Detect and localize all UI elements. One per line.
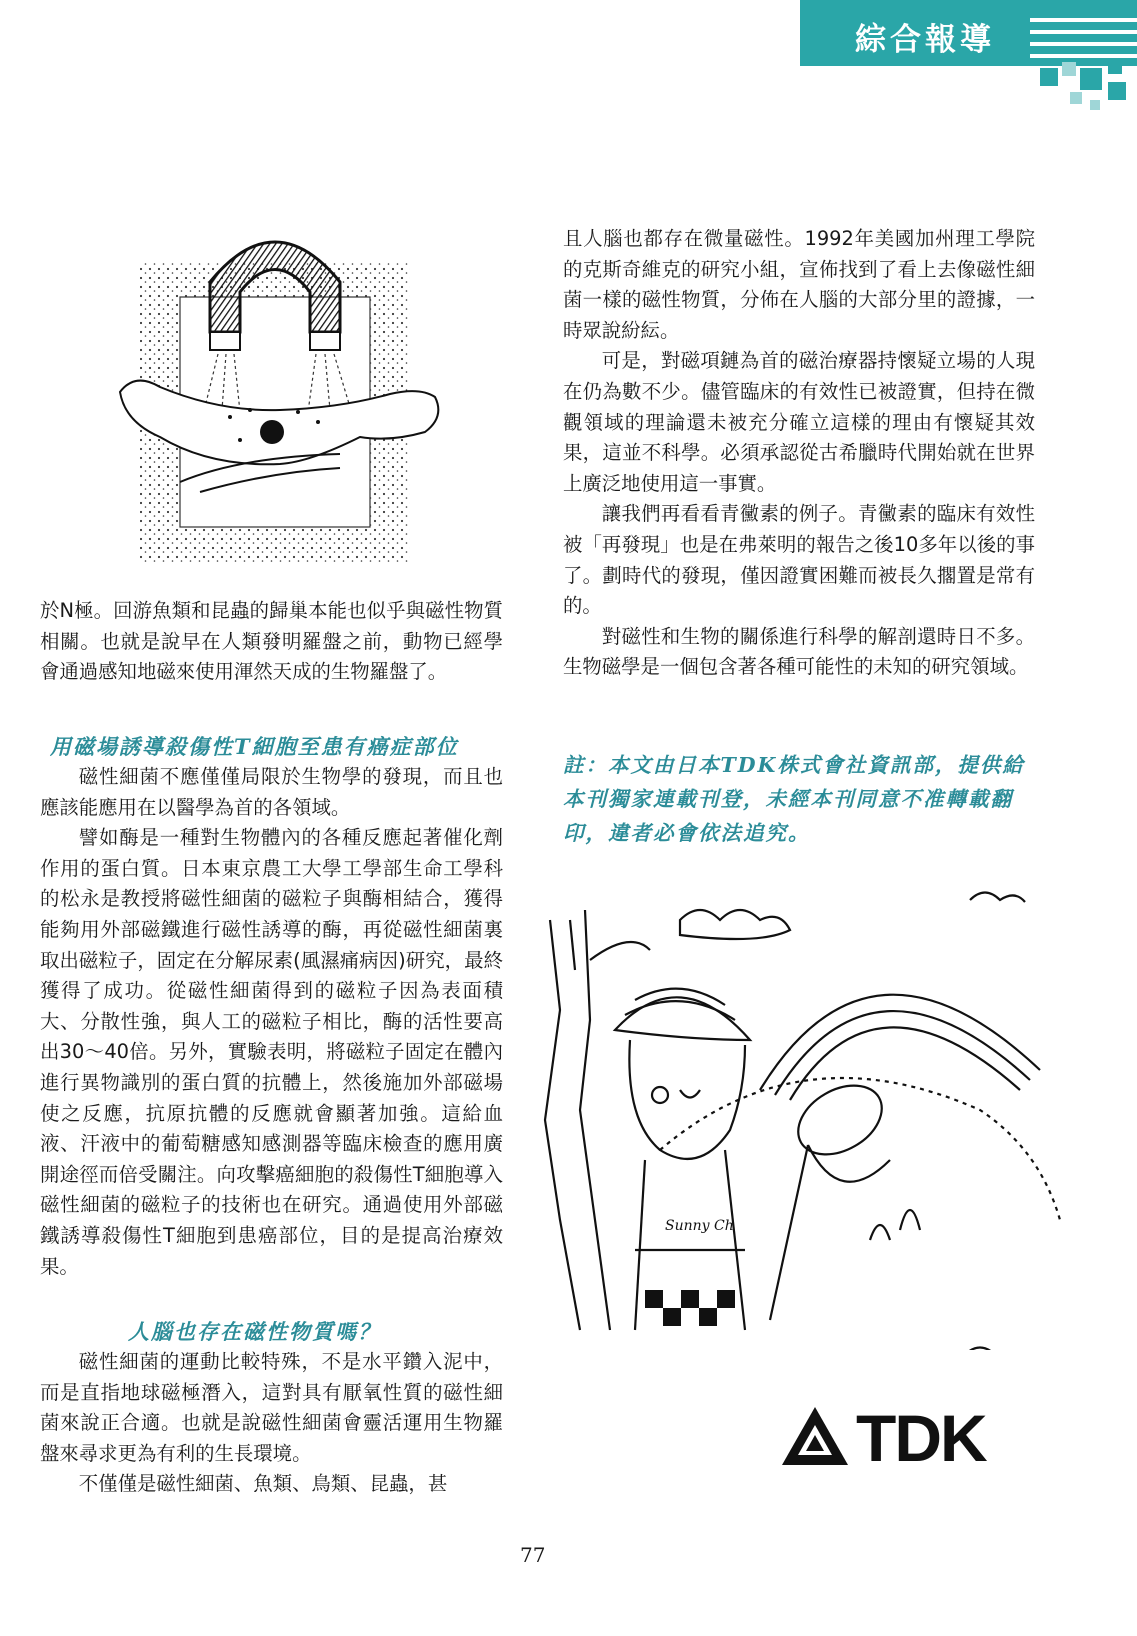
magnet-therapy-illustration <box>40 222 510 572</box>
decor-square <box>1080 68 1102 90</box>
tdk-logo-text: TDK <box>856 1401 986 1475</box>
tdk-logo-mark-icon <box>780 1405 850 1471</box>
banner-stripe <box>1030 18 1137 22</box>
copyright-note: 註：本文由日本TDK株式會社資訊部，提供給本刊獨家連載刊登，未經本刊同意不准轉載翻印，違者必會依法追究。 <box>563 753 1025 845</box>
decor-square <box>1040 68 1058 86</box>
decor-square <box>1062 62 1076 76</box>
section-heading: 用磁場誘導殺傷性T細胞至患有癌症部位 <box>50 734 459 759</box>
paragraph: 可是，對磁項鏈為首的磁治療器持懷疑立場的人現在仍為數不少。儘管臨床的有效性已被證實，但持在微觀領域的理論還未被充分確立這樣的理由有懷疑其效果，這並不科學。必須承認從古希臘時代開始就在世界上廣泛地使用這一事實。 <box>563 349 1035 495</box>
left-body-text <box>40 762 503 1282</box>
decor-square <box>1108 82 1126 100</box>
section-heading: 人腦也存在磁性物質嗎？ <box>128 1319 381 1344</box>
shirt-text: Sunny Ch <box>665 1218 734 1234</box>
paragraph: 讓我們再看看青黴素的例子。青黴素的臨床有效性被「再發現」也是在弗萊明的報告之後10多年以後的事了。劃時代的發現，僅因證實困難而被長久擱置是常有的。 <box>563 502 1035 618</box>
paragraph: 譬如酶是一種對生物體內的各種反應起著催化劑作用的蛋白質。日本東京農工大學工學部生命工學科的松永是教授將磁性細菌的磁粒子與酶相結合，獲得能夠用外部磁鐵進行磁性誘導的酶，再從磁性細菌裏取出磁粒子，固定在分解尿素(風濕痛病因)研究，最終獲得了成功。從磁性細菌得到的磁粒子因為表面積大、分散性強，與人工的磁粒子相比，酶的活性要高出30～40倍。另外，實驗表明，將磁粒子固定在體內進行異物識別的蛋白質的抗體上，然後施加外部磁場使之反應，抗原抗體的反應就會顯著加強。這給血液、汗液中的葡萄糖感知感測器等臨床檢查的應用廣開途徑而倍受關注。向攻擊癌細胞的殺傷性T細胞導入磁性細菌的磁粒子的技術也在研究。通過使用外部磁鐵誘導殺傷性T細胞到患癌部位，目的是提高治療效果。 <box>40 826 503 1278</box>
paragraph: 不僅僅是磁性細菌、魚類、鳥類、昆蟲，甚 <box>78 1472 448 1496</box>
section-title: 綜合報導 <box>855 22 995 58</box>
decor-square <box>1090 100 1100 110</box>
paragraph: 於N極。回游魚類和昆蟲的歸巢本能也似乎與磁性物質相關。也就是說早在人類發明羅盤之前，動物已經學會通過感知地磁來使用渾然天成的生物羅盤了。 <box>40 599 503 684</box>
left-body-text-2 <box>40 1347 503 1500</box>
right-body-text <box>563 224 1035 683</box>
decor-square <box>1070 92 1082 104</box>
banner-stripe <box>1030 30 1137 34</box>
paragraph: 對磁性和生物的關係進行科學的解剖還時日不多。生物磁學是一個包含著各種可能性的未知的研究領域。 <box>563 624 1035 679</box>
paragraph: 磁性細菌不應僅僅局限於生物學的發現，而且也應該能應用在以醫學為首的各領域。 <box>40 765 503 819</box>
tdk-logo <box>780 1400 986 1476</box>
banner-stripe <box>1030 54 1137 58</box>
decor-square <box>1108 60 1122 74</box>
paragraph: 磁性細菌的運動比較特殊，不是水平鑽入泥中，而是直指地球磁極潛入，這對具有厭氧性質的磁性細菌來說正合適。也就是說磁性細菌會靈活運用生物羅盤來尋求更為有利的生長環境。 <box>40 1350 503 1465</box>
paragraph: 且人腦也都存在微量磁性。1992年美國加州理工學院的克斯奇維克的研究小組，宣佈找到了看上去像磁性細菌一樣的磁性物質，分佈在人腦的大部分里的證據，一時眾說紛紜。 <box>563 227 1035 342</box>
banner-stripe <box>1030 42 1137 46</box>
child-with-net-illustration <box>540 890 1080 1350</box>
page-number: 77 <box>520 1543 546 1567</box>
left-intro-text <box>40 596 503 688</box>
